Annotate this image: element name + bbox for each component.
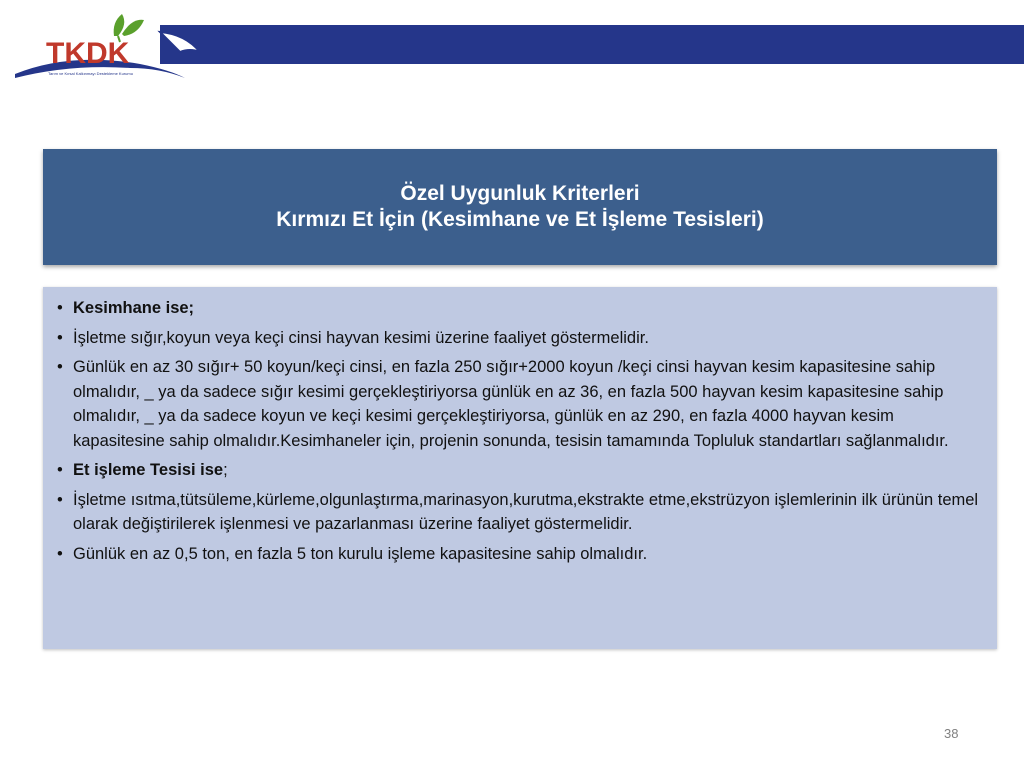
bullet-icon: • — [57, 461, 63, 479]
logo-text: TKDK — [46, 37, 130, 70]
list-item — [57, 458, 979, 483]
list-item-text: ; — [223, 461, 228, 479]
bullet-icon: • — [57, 490, 63, 509]
list-item — [57, 542, 979, 567]
list-item-text: Günlük en az 0,5 ton, en fazla 5 ton kurulu işleme kapasitesine sahip olmalıdır. — [73, 544, 648, 563]
list-item-text: İşletme ısıtma,tütsüleme,kürleme,olgunlaştırma,marinasyon,kurutma,ekstrakte etme,ekstrüzyon işlemlerinin ilk ürünün temel olarak değiştirilerek işlenmesi ve pazarlanması üzerine faaliyet göstermelidir. — [73, 490, 979, 533]
bullet-list — [57, 296, 979, 566]
list-item — [57, 488, 979, 537]
slide-subtitle: Kırmızı Et İçin (Kesimhane ve Et İşleme Tesisleri) — [276, 208, 764, 231]
list-item-bold: Kesimhane ise; — [73, 299, 195, 317]
list-item-bold: Et işleme Tesisi ise — [73, 461, 224, 479]
list-item-text: Günlük en az 30 sığır+ 50 koyun/keçi cinsi, en fazla 250 sığır+2000 koyun /keçi cinsi hayvan kesim kapasitesine sahip olmalıdır, _ ya da sadece sığır kesimi gerçekleştiriyorsa günlük en az 36, en fazla 500 hayvan kesim kapasitesine sahip olmalıdır, _ ya da sadece koyun ve keçi kesimi gerçekleştiriyorsa, günlük en az 290, en fazla 4000 hayvan kesim kapasitesine sahip olmalıdır.Kesimhaneler için, projenin sonunda, tesisin tamamında Topluluk standartları sağlanmalıdır. — [73, 358, 949, 450]
tkdk-logo — [10, 12, 210, 82]
list-item — [57, 296, 979, 321]
slide-title: Özel Uygunluk Kriterleri — [400, 182, 640, 205]
bullet-icon: • — [57, 299, 63, 317]
bullet-icon: • — [57, 358, 63, 376]
list-item-text: İşletme sığır,koyun veya keçi cinsi hayvan kesimi üzerine faaliyet göstermelidir. — [73, 328, 649, 347]
slide-title-box — [43, 149, 997, 265]
bullet-icon: • — [57, 328, 63, 347]
logo-subtitle: Tarım ve Kırsal Kalkınmayı Destekleme Kurumu — [48, 71, 133, 76]
list-item — [57, 326, 979, 351]
page-number: 38 — [944, 726, 959, 741]
content-box — [43, 287, 997, 649]
bullet-icon: • — [57, 544, 63, 563]
list-item — [57, 355, 979, 453]
header-band — [160, 25, 1024, 64]
